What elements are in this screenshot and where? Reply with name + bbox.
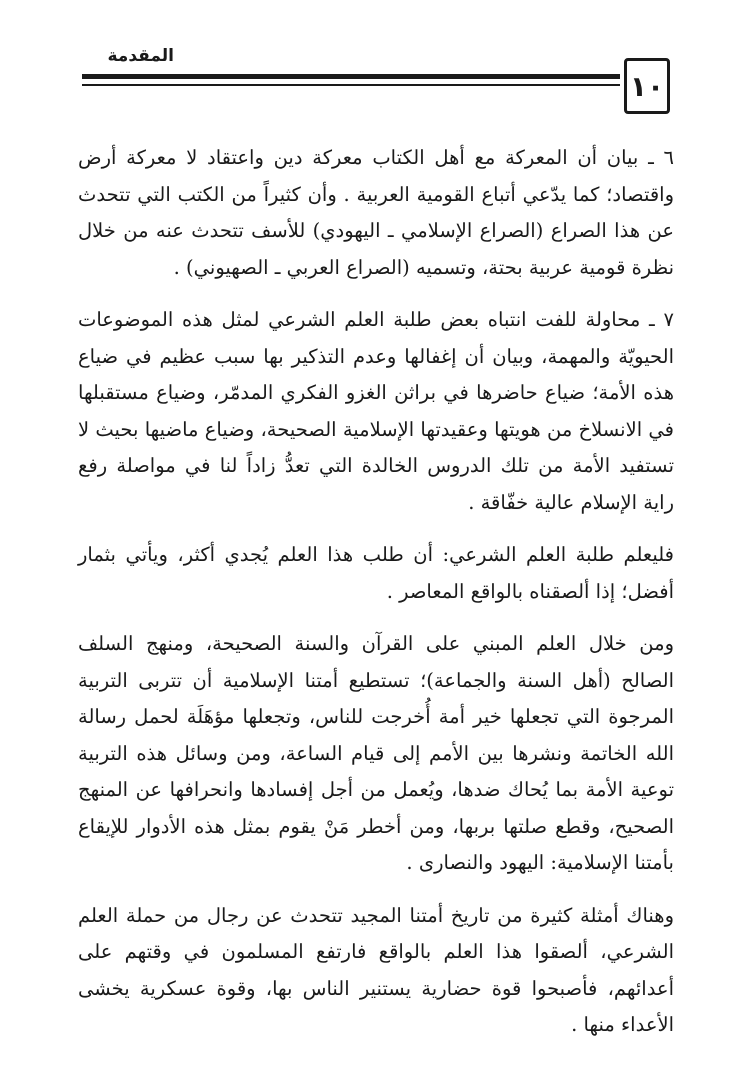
section-title: المقدمة (107, 46, 174, 66)
page-body (78, 140, 674, 1044)
paragraph-history: وهناك أمثلة كثيرة من تاريخ أمتنا المجيد تتحدث عن رجال من حملة العلم الشرعي، ألصقوا هذا العلم بالواقع فارتفع المسلمون في وقتهم على أعدائهم، فأصبحوا قوة حضارية يستنير الناس بها، وقوة عسكرية يخشى الأعداء منها . (78, 903, 674, 1036)
paragraph-point-6: ٦ ـ بيان أن المعركة مع أهل الكتاب معركة دين واعتقاد لا معركة أرض واقتصاد؛ كما يدّعي أتباع القومية العربية . وأن كثيراً من الكتب التي تتحدث عن هذا الصراع (الصراع الإسلامي ـ اليهودي) للأسف تتحدث عنه من خلال نظرة قومية عربية بحتة، وتسميه (الصراع العربي ـ الصهيوني) . (78, 146, 674, 279)
page-header (0, 40, 756, 120)
paragraph-education: ومن خلال العلم المبني على القرآن والسنة الصحيحة، ومنهج السلف الصالح (أهل السنة والجماعة)؛ تستطيع أمتنا الإسلامية أن تتربى التربية المرجوة التي تجعلها خير أمة أُخرجت للناس، وتجعلها مؤهَلَة لحمل رسالة الله الخاتمة ونشرها بين الأمم إلى قيام الساعة، ومن وسائل هذه التربية توعية الأمة بما يُحاك ضدها، ويُعمل من أجل إفسادها وانحرافها عن المنهج الصحيح، وقطع صلتها بربها، ومن أخطر مَنْ يقوم بمثل هذه الأدوار للإيقاع بأمتنا الإسلامية: اليهود والنصارى . (78, 632, 674, 874)
header-rule-thick (82, 74, 620, 79)
header-rule-thin (82, 84, 620, 86)
page-number: ١٠ (624, 58, 670, 114)
paragraph-point-7: ٧ ـ محاولة للفت انتباه بعض طلبة العلم الشرعي لمثل هذه الموضوعات الحيويّة والمهمة، وبيان أن إغفالها وعدم التذكير بها سبب عظيم في ضياع هذه الأمة؛ ضياع حاضرها في براثن الغزو الفكري المدمّر، وضياع مستقبلها في الانسلاخ من هويتها وعقيدتها الإسلامية الصحيحة، وضياع ماضيها بحيث لا تستفيد الأمة من تلك الدروس الخالدة التي تعدُّ زاداً لنا في مواصلة رفع راية الإسلام عالية خفّاقة . (78, 308, 674, 514)
paragraph-students-note: فليعلم طلبة العلم الشرعي: أن طلب هذا العلم يُجدي أكثر، ويأتي بثمار أفضل؛ إذا ألصقناه بالواقع المعاصر . (78, 543, 674, 603)
